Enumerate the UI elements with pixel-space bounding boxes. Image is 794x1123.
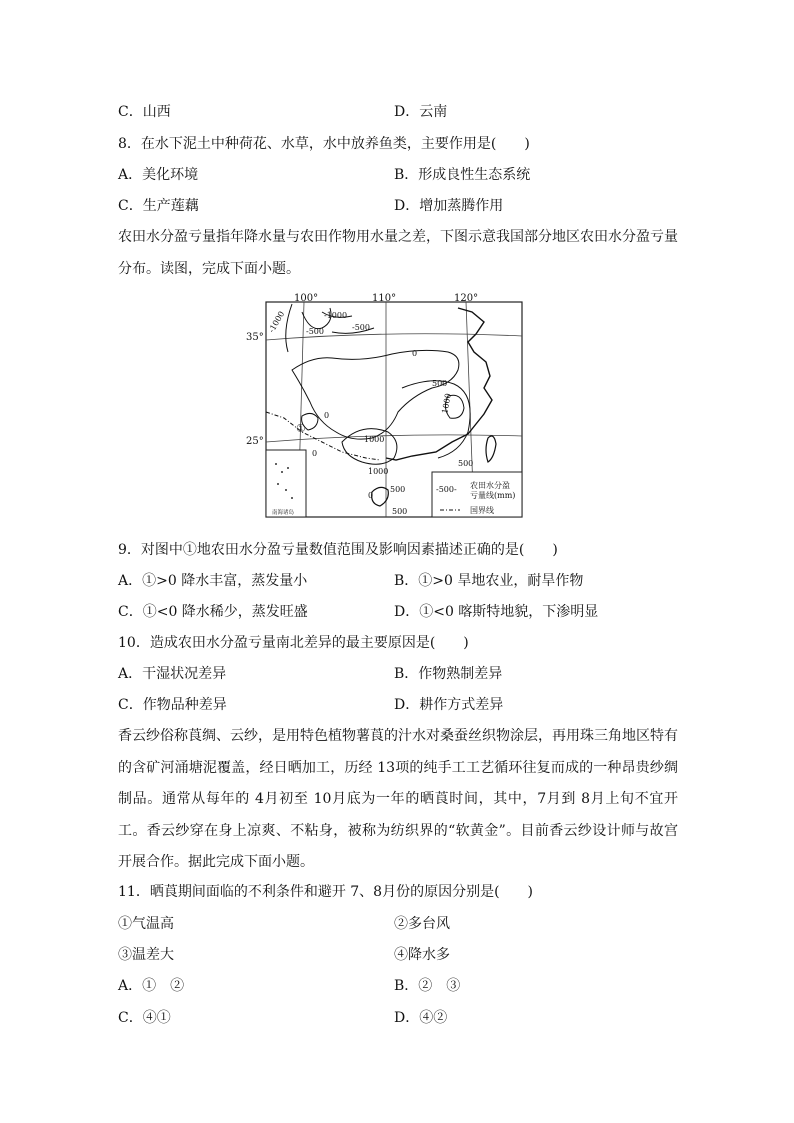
taiwan-island [486,436,496,462]
lat-label-35: 35° [246,332,264,343]
q10-stem: 10．造成农田水分盈亏量南北差异的最主要原因是( ) [118,635,469,651]
legend-border-text: 国界线 [470,506,494,515]
inset-label: 南海诸岛 [272,510,295,516]
water-balance-map [246,292,526,520]
q8-option-a[interactable]: A．美化环境 [118,167,199,183]
q9-option-d[interactable]: D．①<0 喀斯特地貌，下渗明显 [394,604,599,620]
q11-item-1: ①气温高 [118,916,174,932]
contour-label: 500 [458,459,474,468]
contour-500 [402,381,470,458]
contour-label: 500 [392,507,408,516]
inset-south-china-sea [266,450,306,517]
q10-option-b[interactable]: B．作物熟制差异 [394,666,503,682]
legend-contour-value: -500- [436,485,457,494]
q11-option-d[interactable]: D．④② [394,1010,448,1026]
q10-option-c[interactable]: C．作物品种差异 [118,697,227,713]
q8-option-c[interactable]: C．生产莲藕 [118,198,199,214]
intro-paragraph-2: 香云纱俗称莨绸、云纱，是用特色植物薯莨的汁水对桑蚕丝织物涂层，再用珠三角地区特有的含矿河涌塘泥覆盖，经日晒加工，历经 13项的纯手工工艺循环往复而成的一种昂贵纱绸制品。通常从每年的 4月初至 10月底为一年的晒莨时间，其中，7月到 8月上旬不宜开工。香云纱穿在身上凉爽、不粘身，被称为纺织界的“软黄金”。目前香云纱设计师与故宫开展合作。据此完成下面小题。 [118,728,678,870]
q11-option-c[interactable]: C．④① [118,1010,171,1026]
q8-stem: 8．在水下泥土中种荷花、水草，水中放养鱼类，主要作用是( ) [118,136,530,152]
contour-label: 0 [368,491,374,500]
contour-label: 1000 [440,392,453,415]
q9-option-b[interactable]: B．①>0 旱地农业，耐旱作物 [394,573,584,589]
q8-option-b[interactable]: B．形成良性生态系统 [394,167,531,183]
q10-option-a[interactable]: A．干湿状况差异 [118,666,227,682]
q11-item-3: ③温差大 [118,947,174,963]
intro-paragraph-1: 农田水分盈亏量指年降水量与农田作物用水量之差，下图示意我国部分地区农田水分盈亏量分布。读图，完成下面小题。 [118,229,678,277]
legend-contour-text-1: 农田水分盈 [470,481,510,490]
lon-label-100: 100° [294,293,319,304]
contour-label: 0 [324,411,330,420]
lon-label-110: 110° [372,293,397,304]
q7-option-c[interactable]: C．山西 [118,104,171,120]
contour-label: -1000 [266,309,287,335]
q9-option-a[interactable]: A．①>0 降水丰富，蒸发量小 [118,573,308,589]
q11-stem: 11．晒莨期间面临的不利条件和避开 7、8月份的原因分别是( ) [118,884,534,900]
q9-option-c[interactable]: C．①<0 降水稀少，蒸发旺盛 [118,604,308,620]
contour-label: -500 [306,327,324,336]
contour-zero-main [292,350,459,439]
q10-option-d[interactable]: D．耕作方式差异 [394,697,504,713]
q11-item-4: ④降水多 [394,947,450,963]
q9-stem: 9．对图中①地农田水分盈亏量数值范围及影响因素描述正确的是( ) [118,542,558,558]
contour-label: 1000 [364,435,385,444]
q11-item-2: ②多台风 [394,916,450,932]
lat-label-25: 25° [246,436,264,447]
q11-option-a[interactable]: A．① ② [118,978,185,994]
region-marker-1: ① [296,422,306,435]
contour-label: 0 [312,449,318,458]
contour-label: 0 [412,349,418,358]
q11-option-b[interactable]: B．② ③ [394,978,461,994]
contour-label: -500 [352,323,370,332]
contour-minus1000-west [286,304,292,352]
contour-label: 500 [390,485,406,494]
q8-option-d[interactable]: D．增加蒸腾作用 [394,198,504,214]
lon-label-120: 120° [454,293,479,304]
legend-contour-text-2: 亏量线(mm) [470,491,516,500]
contour-label: 500 [432,379,448,388]
latitude-line-35 [266,334,522,340]
q7-option-d[interactable]: D．云南 [394,104,448,120]
contour-label: 1000 [368,467,389,476]
contour-label: -1000 [324,311,348,320]
